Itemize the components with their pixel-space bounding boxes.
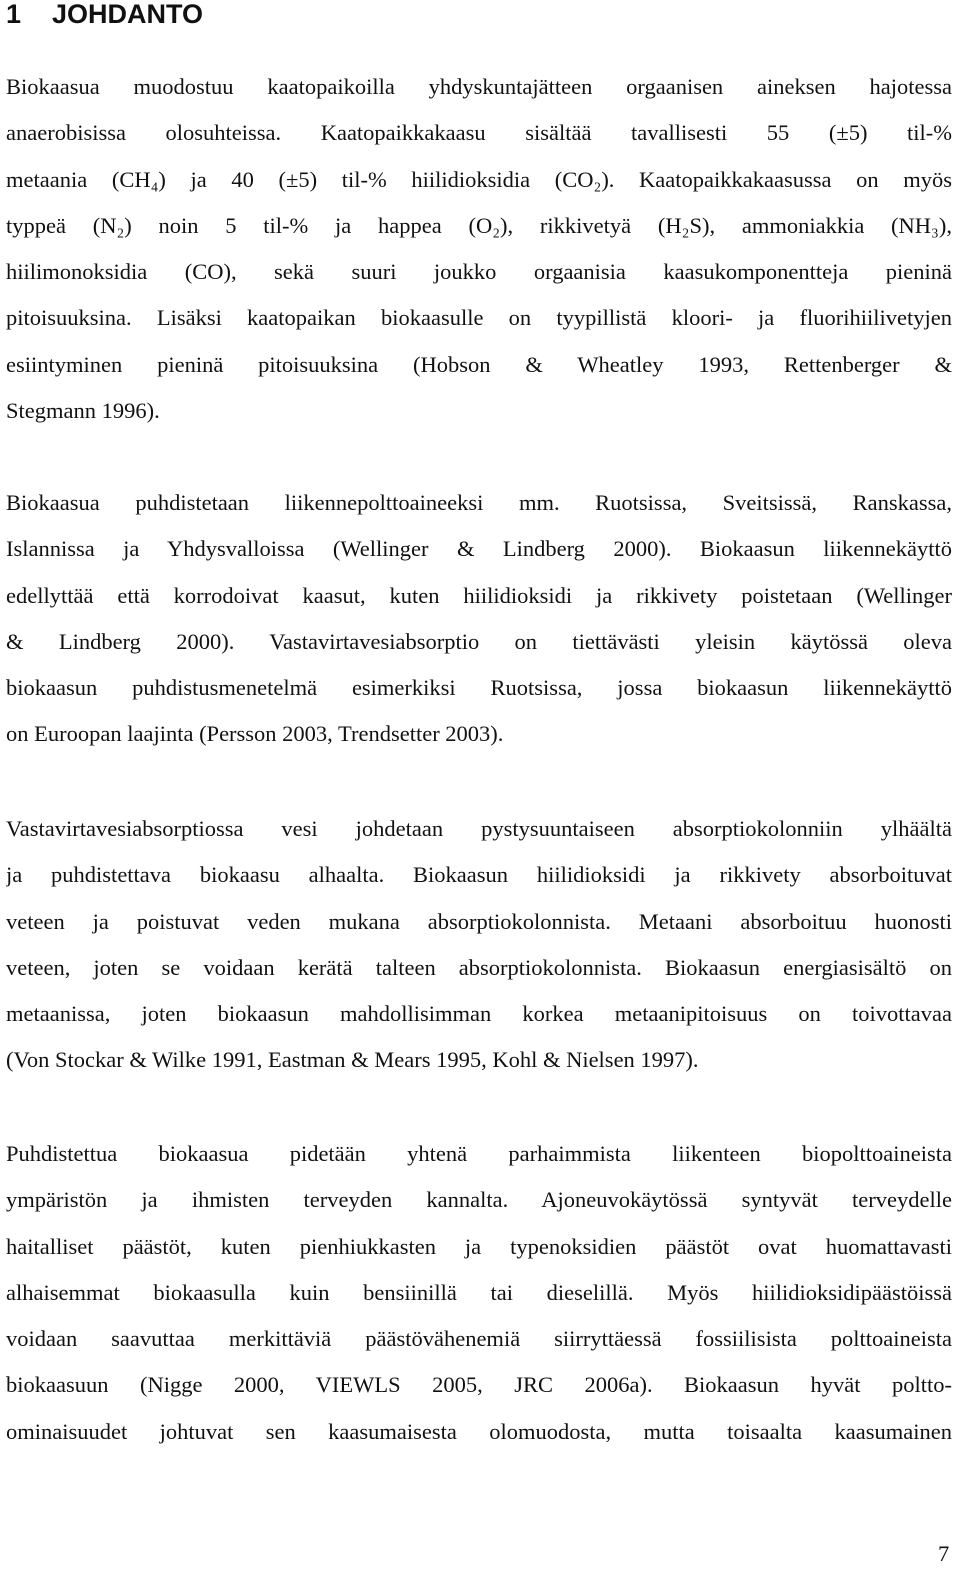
paragraph-4 — [6, 1131, 952, 1455]
text-line: voidaan saavuttaa merkittäviä päästövähenemiä siirryttäessä fossiilisista polttoaineista — [6, 1326, 952, 1352]
text-line: (Von Stockar & Wilke 1991, Eastman & Mears 1995, Kohl & Nielsen 1997). — [6, 1047, 699, 1073]
section-number: 1 — [6, 0, 22, 29]
text-line: pitoisuuksina. Lisäksi kaatopaikan biokaasulle on tyypillistä kloori- ja fluorihiilivetyjen — [6, 305, 952, 331]
section-heading — [6, 0, 203, 32]
text-line: ympäristön ja ihmisten terveyden kannalta. Ajoneuvokäytössä syntyvät terveydelle — [6, 1187, 952, 1213]
text-line: Biokaasua muodostuu kaatopaikoilla yhdyskuntajätteen orgaanisen aineksen hajotessa — [6, 74, 952, 99]
text-line: ja puhdistettava biokaasu alhaalta. Biokaasun hiilidioksidi ja rikkivety absorboituvat — [6, 862, 952, 888]
text-line: ominaisuudet johtuvat sen kaasumaisesta olomuodosta, mutta toisaalta kaasumainen — [6, 1418, 952, 1444]
text-line: metaania (CH₄) ja 40 (±5) til-% hiilidioksidia (CO₂). Kaatopaikkakaasussa on myös — [6, 166, 952, 192]
text-line: Biokaasua puhdistetaan liikennepolttoaineeksi mm. Ruotsissa, Sveitsissä, Ranskassa, — [6, 490, 952, 515]
paragraph-1 — [6, 64, 952, 434]
paragraph-3 — [6, 806, 952, 1084]
text-line: edellyttää että korrodoivat kaasut, kuten hiilidioksidi ja rikkivety poistetaan (Wellinger — [6, 582, 952, 608]
text-line: veteen, joten se voidaan kerätä talteen absorptiokolonnista. Biokaasun energiasisältö on — [6, 954, 952, 980]
text-line: Puhdistettua biokaasua pidetään yhtenä parhaimmista liikenteen biopolttoaineista — [6, 1141, 952, 1166]
section-title: JOHDANTO — [52, 0, 204, 29]
text-line: hiilimonoksidia (CO), sekä suuri joukko orgaanisia kaasukomponentteja pieninä — [6, 259, 952, 285]
paragraph-2 — [6, 480, 952, 758]
text-line: Stegmann 1996). — [6, 398, 160, 424]
text-line: biokaasun puhdistusmenetelmä esimerkiksi Ruotsissa, jossa biokaasun liikennekäyttö — [6, 675, 952, 701]
page-number: 7 — [938, 1541, 950, 1566]
text-line: haitalliset päästöt, kuten pienhiukkasten ja typenoksidien päästöt ovat huomattavasti — [6, 1233, 952, 1259]
text-line: veteen ja poistuvat veden mukana absorptiokolonnista. Metaani absorboituu huonosti — [6, 908, 952, 934]
text-line: metaanissa, joten biokaasun mahdollisimman korkea metaanipitoisuus on toivottavaa — [6, 1001, 952, 1027]
text-line: on Euroopan laajinta (Persson 2003, Trendsetter 2003). — [6, 721, 504, 747]
text-line: esiintyminen pieninä pitoisuuksina (Hobson & Wheatley 1993, Rettenberger & — [6, 351, 952, 377]
text-line: & Lindberg 2000). Vastavirtavesiabsorptio on tiettävästi yleisin käytössä oleva — [6, 628, 952, 654]
text-line: Vastavirtavesiabsorptiossa vesi johdetaan pystysuuntaiseen absorptiokolonniin ylhäältä — [6, 816, 952, 841]
text-line: anaerobisissa olosuhteissa. Kaatopaikkakaasu sisältää tavallisesti 55 (±5) til-% — [6, 120, 952, 146]
text-line: Islannissa ja Yhdysvalloissa (Wellinger & Lindberg 2000). Biokaasun liikennekäyttö — [6, 536, 952, 562]
text-line: alhaisemmat biokaasulla kuin bensiinillä tai dieselillä. Myös hiilidioksidipäästöissä — [6, 1279, 952, 1305]
text-line: biokaasuun (Nigge 2000, VIEWLS 2005, JRC 2006a). Biokaasun hyvät poltto- — [6, 1372, 952, 1398]
text-line: typpeä (N₂) noin 5 til-% ja happea (O₂), rikkivetyä (H₂S), ammoniakkia (NH₃), — [6, 212, 952, 238]
